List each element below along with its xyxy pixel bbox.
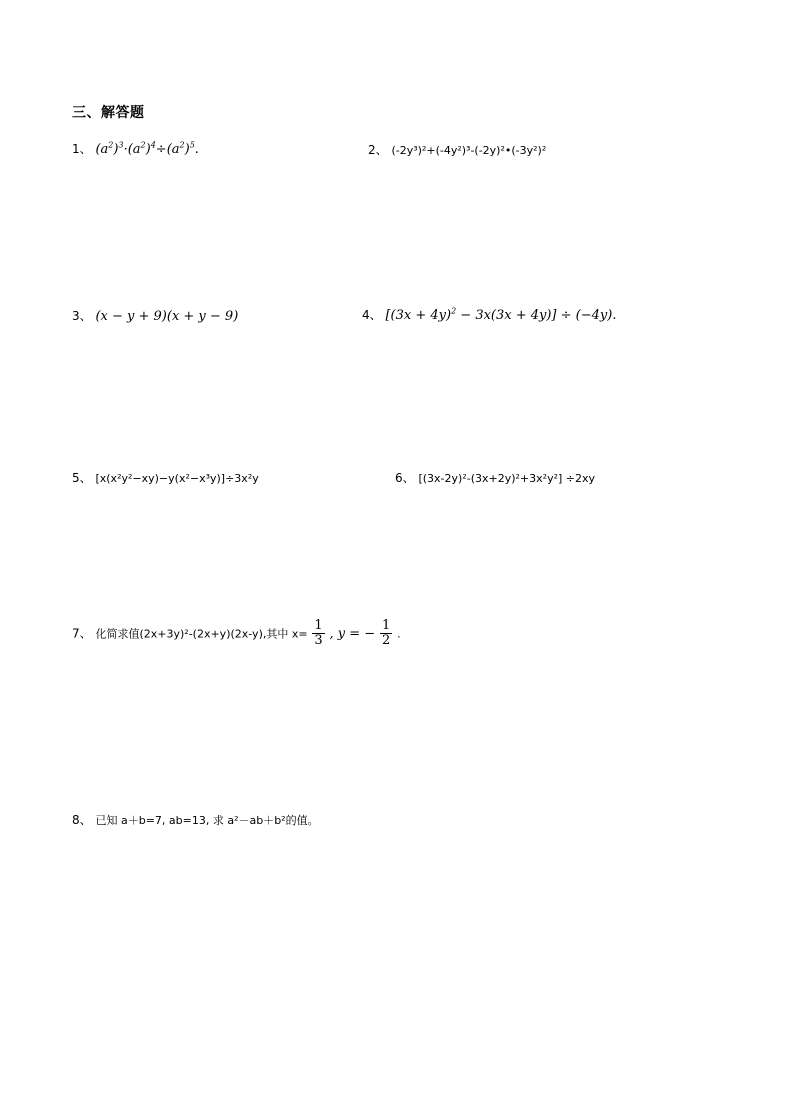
fraction-x: $\frac{1}{3}$ [314, 618, 323, 649]
problem-6 [395, 469, 595, 486]
problem-number: 5、 [72, 471, 92, 485]
problem-end: . [397, 627, 401, 641]
problem-text-y: , y = − [329, 626, 376, 642]
problem-expression: (-2y³)²+(-4y²)³-(-2y)²•(-3y²)² [391, 144, 547, 157]
problem-number: 2、 [368, 143, 388, 157]
section-title: 三、解答题 [72, 105, 145, 121]
problem-2 [368, 141, 546, 158]
problem-number: 7、 [72, 626, 92, 641]
problem-text: 已知 a＋b=7, ab=13, 求 a²－ab＋b²的值。 [95, 814, 319, 827]
problem-4 [362, 306, 616, 323]
problem-5 [72, 469, 259, 486]
problem-text: 化简求值(2x+3y)²-(2x+y)(2x-y),其中 x= [95, 627, 308, 641]
problem-7 [72, 619, 401, 649]
problem-expression: $(a^2)^3\cdot(a^2)^4\div(a^2)^5$. [95, 140, 199, 157]
problem-number: 4、 [362, 308, 382, 322]
problem-number: 3、 [72, 309, 92, 323]
fraction-y: $\frac{1}{2}$ [382, 618, 391, 649]
problem-expression: $[(3x + 4y)^2 - 3x(3x + 4y)] \div (-4y)$. [385, 306, 617, 323]
problem-number: 8、 [72, 813, 92, 827]
problem-8 [72, 811, 319, 828]
problem-expression: (x − y + 9)(x + y − 9) [95, 309, 239, 324]
problem-number: 6、 [395, 471, 415, 485]
problem-expression: [x(x²y²−xy)−y(x²−x³y)]÷3x²y [95, 472, 259, 485]
problem-3 [72, 307, 238, 324]
problem-number: 1、 [72, 142, 92, 156]
problem-1 [72, 140, 199, 157]
problem-expression: [(3x-2y)²-(3x+2y)²+3x²y²] ÷2xy [418, 472, 596, 485]
